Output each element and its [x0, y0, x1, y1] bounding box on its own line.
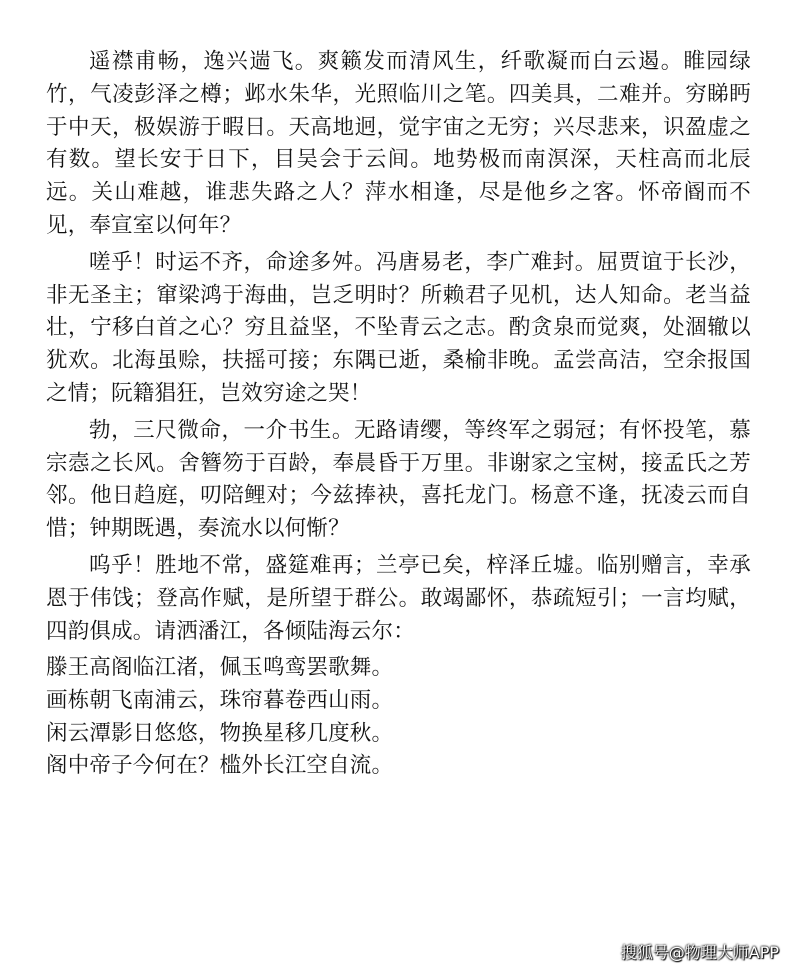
document-body — [46, 46, 751, 783]
poem-line-1: 滕王高阁临江渚，佩玉鸣鸾罢歌舞。 — [46, 655, 394, 681]
paragraph-1: 遥襟甫畅，逸兴遄飞。爽籁发而清风生，纤歌凝而白云遏。睢园绿竹，气凌彭泽之樽；邺水朱华，光照临川之笔。四美具，二难并。穷睇眄于中天，极娱游于暇日。天高地迥，觉宇宙之无穷；兴尽悲来，识盈虚之有数。望长安于日下，目吴会于云间。地势极而南溟深，天柱高而北辰远。关山难越，谁悲失路之人？萍水相逢，尽是他乡之客。怀帝阍而不见，奉宣室以何年？ — [46, 49, 751, 238]
source-watermark: 搜狐号@物理大师APP — [620, 943, 779, 962]
poem-line-4: 阁中帝子今何在？槛外长江空自流。 — [46, 753, 394, 779]
paragraph-2: 嗟乎！时运不齐，命途多舛。冯唐易老，李广难封。屈贾谊于长沙，非无圣主；窜梁鸿于海曲，岂乏明时？所赖君子见机，达人知命。老当益壮，宁移白首之心？穷且益坚，不坠青云之志。酌贪泉而觉爽，处涸辙以犹欢。北海虽赊，扶摇可接；东隅已逝，桑榆非晚。孟尝高洁，空余报国之情；阮籍猖狂，岂效穷途之哭！ — [46, 249, 751, 406]
poem-line-2: 画栋朝飞南浦云，珠帘暮卷西山雨。 — [46, 687, 394, 713]
poem — [46, 652, 751, 782]
paragraph-4: 呜乎！胜地不常，盛筵难再；兰亭已矣，梓泽丘墟。临别赠言，幸承恩于伟饯；登高作赋，是所望于群公。敢竭鄙怀，恭疏短引；一言均赋，四韵俱成。请洒潘江，各倾陆海云尔： — [46, 552, 751, 644]
poem-line-3: 闲云潭影日悠悠，物换星移几度秋。 — [46, 720, 394, 746]
paragraph-3: 勃，三尺微命，一介书生。无路请缨，等终军之弱冠；有怀投笔，慕宗悫之长风。舍簪笏于百龄，奉晨昏于万里。非谢家之宝树，接孟氏之芳邻。他日趋庭，叨陪鲤对；今兹捧袂，喜托龙门。杨意不逢，抚凌云而自惜；钟期既遇，奏流水以何惭？ — [46, 417, 751, 542]
